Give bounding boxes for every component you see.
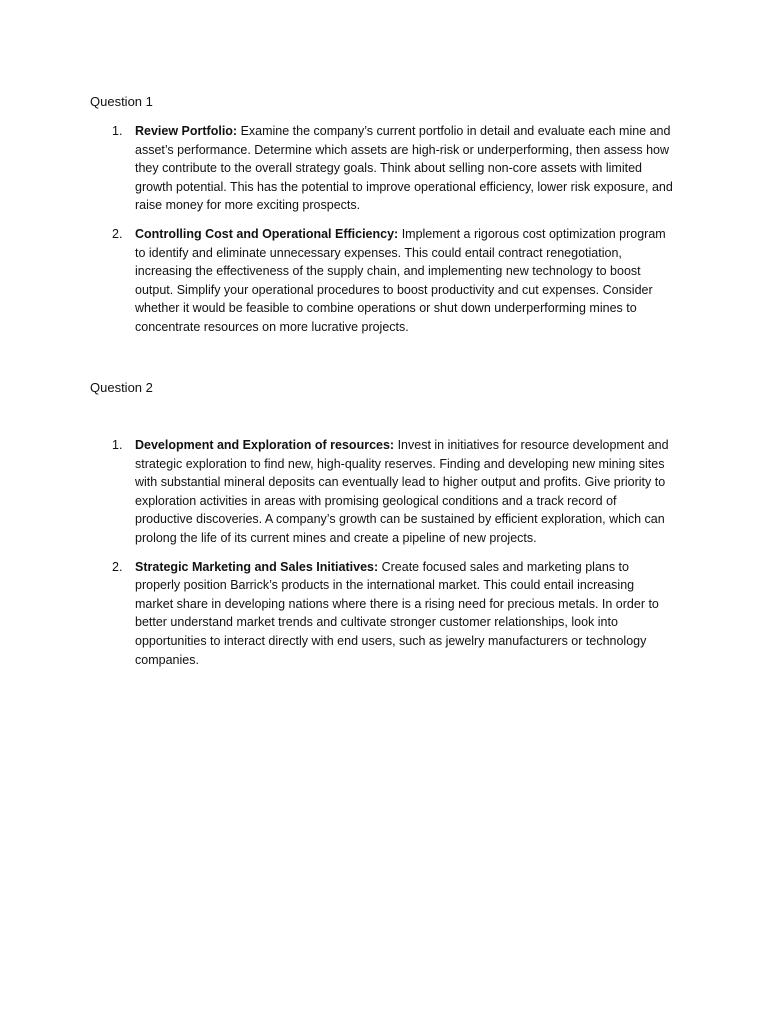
list-item [0, 122, 675, 215]
list-number: 1. [112, 124, 123, 138]
list-number: 2. [112, 226, 123, 241]
question-1-heading: Question 1 [90, 94, 153, 109]
list-number: 2. [112, 559, 123, 574]
item-lead: Review Portfolio: [135, 124, 238, 138]
item-lead: Strategic Marketing and Sales Initiatives: [135, 559, 379, 574]
question-1-list [0, 122, 768, 347]
question-2-heading: Question 2 [90, 380, 153, 395]
item-text: Examine the company’s current portfolio in detail and evaluate each mine and asset’s performance. Determine which assets are high-risk or underperforming, then assess how they contribute to the overall strategy goals. Think about selling non-core assets with limited growth potential. This has the potential to improve operational efficiency, lower risk exposure, and raise money for more exciting prospects. [135, 124, 673, 213]
item-lead: Controlling Cost and Operational Efficiency: [135, 226, 399, 241]
question-2-list [0, 436, 768, 679]
list-number: 1. [112, 438, 123, 452]
item-text: Implement a rigorous cost optimization program to identify and eliminate unnecessary expenses. This could entail contract renegotiation, increasing the effectiveness of the supply chain, and implementing new technology to boost output. Simplify your operational procedures to boost productivity and cut expenses. Consider whether it would be feasible to combine operations or shut down underperforming mines to concentrate resources on more lucrative projects. [135, 226, 666, 334]
list-item [0, 436, 675, 548]
list-item [0, 225, 675, 337]
list-item [0, 558, 675, 670]
item-text: Invest in initiatives for resource development and strategic exploration to find new, high-quality reserves. Finding and developing new mining sites with substantial mineral deposits can eventually lead to higher output and profits. Give priority to exploration activities in areas with promising geological conditions and a track record of productive discoveries. A company’s growth can be sustained by efficient exploration, which can prolong the life of its current mines and create a pipeline of new projects. [135, 438, 669, 545]
item-lead: Development and Exploration of resources: [135, 438, 395, 452]
item-text: Create focused sales and marketing plans to properly position Barrick’s products in the international market. This could entail increasing market share in developing nations where there is a rising need for precious metals. In order to better understand market trends and cultivate stronger customer relationships, look into opportunities to interact directly with end users, such as jewelry manufacturers or technology companies. [135, 559, 659, 667]
